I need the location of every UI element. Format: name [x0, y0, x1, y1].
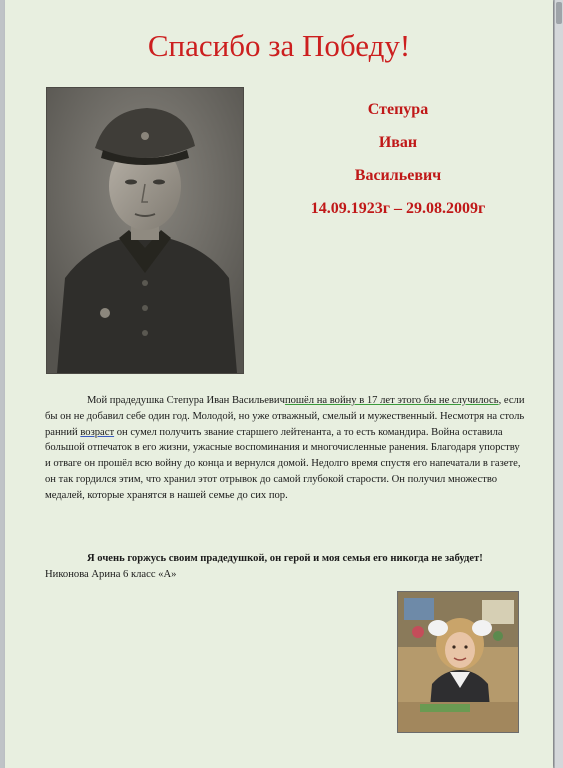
schoolgirl-photo [397, 591, 519, 733]
bio-underlined-phrase: пошёл на войну в 17 лет этого бы не случилось [284, 395, 499, 406]
soldier-portrait-image [47, 88, 243, 373]
hero-patronymic: Васильевич [354, 167, 442, 184]
schoolgirl-image [398, 592, 518, 732]
closing-paragraph [45, 551, 525, 583]
page-title: Спасибо за Победу! [147, 28, 411, 63]
hero-surname: Степура [367, 101, 429, 118]
document-page [5, 0, 553, 768]
author-signature: Никонова Арина 6 класс «А» [45, 569, 177, 580]
vertical-scrollbar[interactable] [554, 0, 563, 768]
hero-info [273, 93, 523, 225]
bio-underlined-word: возраст [80, 426, 115, 438]
bio-text-1: Мой прадедушка Степура Иван Васильевич [87, 395, 285, 406]
hero-dates: 14.09.1923г – 29.08.2009г [310, 200, 486, 217]
hero-name: Иван [378, 134, 418, 151]
closing-statement: Я очень горжусь своим прадедушкой, он герой и моя семья его никогда не забудет! [87, 553, 483, 564]
bio-text-3: он сумел получить звание старшего лейтенанта, а то есть командира. Война оставила большой отпечаток в его жизни, ужасные воспоминания и многочисленные ранения. Благодаря упорству и отваге он прошёл всю войну до конца и вернулся домой. Недолго время спустя его напечатали в газете, он так гордился этим, что хранил этот отрывок до самой глубокой старости. Он получил множество медалей, которые хранятся в нашей семье до сих пор. [45, 426, 521, 501]
scrollbar-thumb[interactable] [556, 2, 562, 24]
biography-paragraph [45, 393, 525, 504]
soldier-portrait-photo [46, 87, 244, 374]
bio-text-2: , если бы он не добавил себе один год. Молодой, но уже отважный, смелый и мужественный. Несмотря на столь ранний [45, 395, 525, 438]
